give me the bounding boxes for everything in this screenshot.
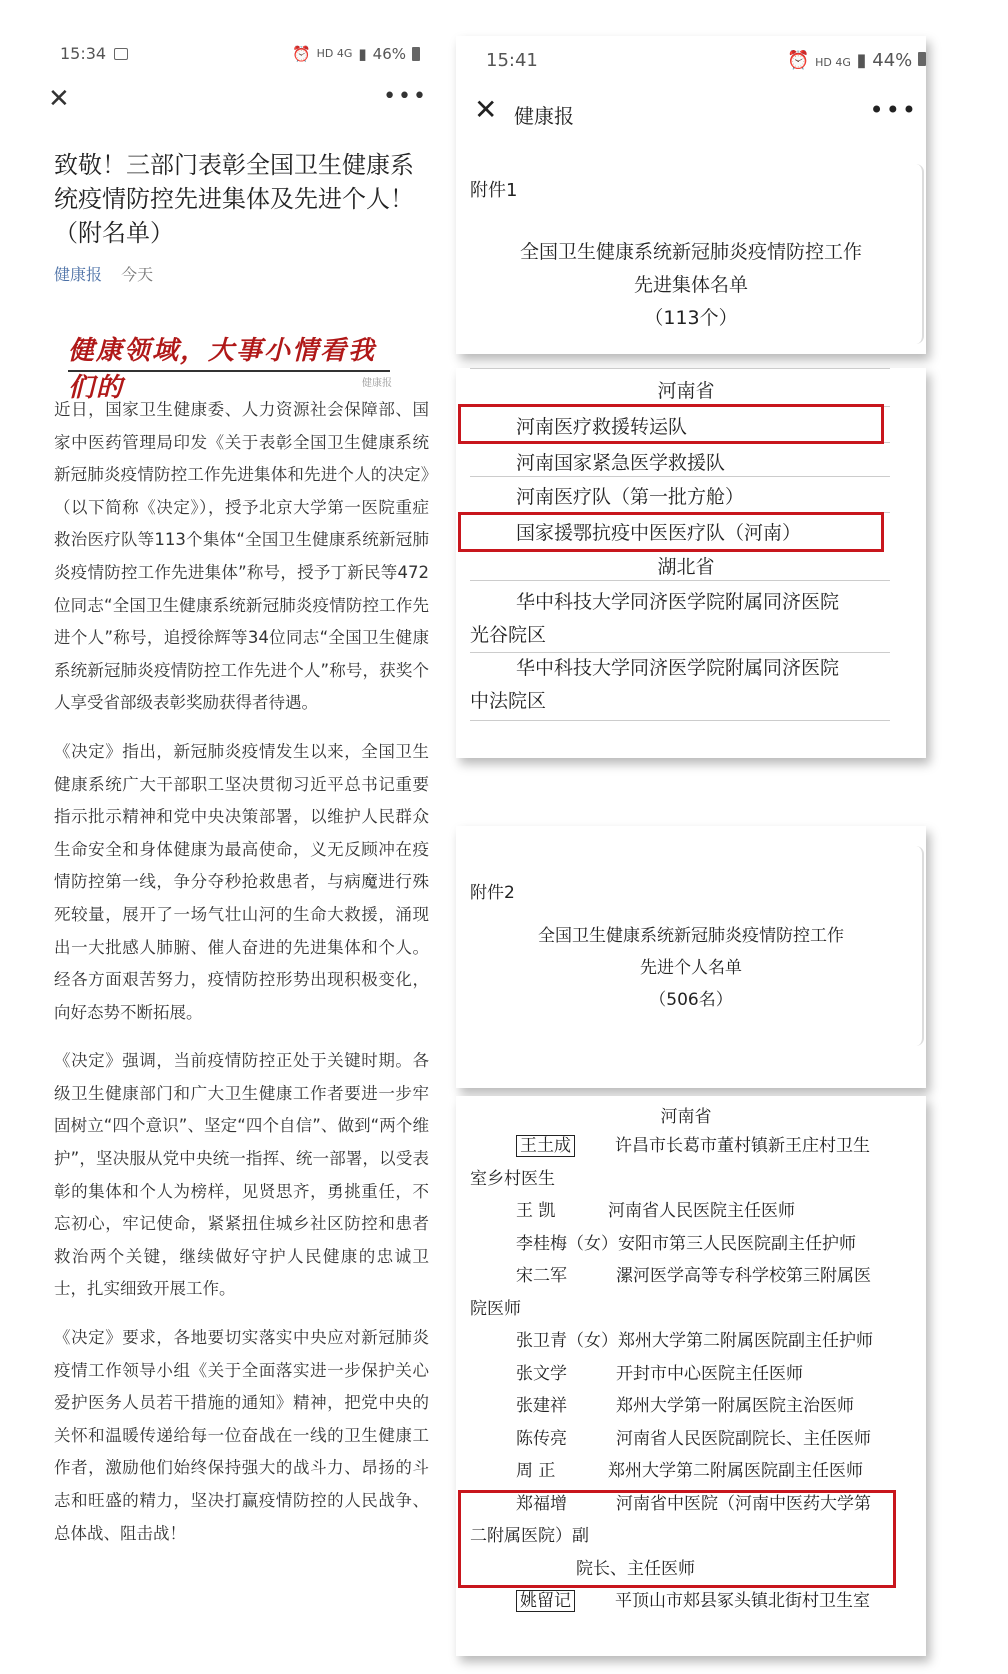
banner-watermark: 健康报 xyxy=(362,378,392,389)
person-name: 宋二军 xyxy=(516,1266,567,1286)
attachment1-heading xyxy=(456,236,926,335)
person-row xyxy=(470,1195,916,1228)
battery-text: 46% xyxy=(372,44,406,63)
battery-icon xyxy=(918,52,926,66)
more-options-icon[interactable]: ••• xyxy=(869,96,918,124)
more-options-icon[interactable]: ••• xyxy=(383,84,428,109)
person-desc: 郑州大学第一附属医院主治医师 xyxy=(616,1396,854,1416)
person-desc: 平顶山市郏县冢头镇北街村卫生室 xyxy=(615,1591,870,1611)
attachment2-count: （506名） xyxy=(649,990,733,1010)
person-desc: 郑州大学第二附属医院副主任护师 xyxy=(618,1331,873,1351)
person-desc: 河南省人民医院副院长、主任医师 xyxy=(616,1428,871,1449)
collective-row: 河南国家紧急医学救援队 xyxy=(516,452,726,474)
row-divider xyxy=(470,580,890,581)
province-henan: 河南省 xyxy=(660,1107,712,1127)
person-desc: 漯河医学高等专科学校第三附属医 xyxy=(616,1266,871,1286)
person-row xyxy=(470,1260,916,1293)
collective-row: 国家援鄂抗疫中医医疗队（河南） xyxy=(516,522,802,544)
right-top-bar xyxy=(466,93,926,136)
row-divider xyxy=(470,476,890,477)
province-hubei: 湖北省 xyxy=(657,556,715,578)
scroll-edge xyxy=(912,846,924,1046)
collective-row: 河南医疗救援转运队 xyxy=(516,416,688,438)
person-row-cont: 院医师 xyxy=(470,1298,521,1319)
person-row xyxy=(470,1130,916,1163)
network-text: HD 4G xyxy=(316,47,353,60)
person-row-cont: 院长、主任医师 xyxy=(576,1558,695,1579)
collective-list-card xyxy=(456,368,926,758)
person-name: 郑福增 xyxy=(516,1493,567,1514)
person-desc: 许昌市长葛市董村镇新王庄村卫生 xyxy=(615,1136,870,1156)
attachment1-heading-line1: 全国卫生健康系统新冠肺炎疫情防控工作 xyxy=(519,241,862,263)
person-desc: 开封市中心医院主任医师 xyxy=(616,1363,803,1384)
attachment2-label: 附件2 xyxy=(470,883,515,903)
attachment1-count: （113个） xyxy=(644,307,738,329)
collective-row xyxy=(470,586,890,652)
highlight-box xyxy=(458,404,884,444)
attachment2-heading-line1: 全国卫生健康系统新冠肺炎疫情防控工作 xyxy=(538,926,844,946)
person-desc: 河南省中医院（河南中医药大学第 xyxy=(616,1493,871,1514)
person-name: 陈传亮 xyxy=(516,1428,567,1449)
person-row xyxy=(470,1228,916,1261)
person-row-cont: 二附属医院）副 xyxy=(470,1526,589,1546)
person-name: 王 凯 xyxy=(516,1201,556,1221)
article-paragraph: 近日，国家卫生健康委、人力资源社会保障部、国家中医药管理局印发《关于表彰全国卫生健康系统新冠肺炎疫情防控工作先进集体和先进个人的决定》（以下简称《决定》），授予北京大学第一医院重症救治医疗队等113个集体“全国卫生健康系统新冠肺炎疫情防控工作先进集体”称号，授予丁新民等472位同志“全国卫生健康系统新冠肺炎疫情防控工作先进个人”称号，追授徐辉等34位同志“全国卫生健康系统新冠肺炎疫情防控工作先进个人”称号，获奖个人享受省部级表彰奖励获得者待遇。 xyxy=(54,400,429,713)
person-name: 张建祥 xyxy=(516,1396,567,1416)
banner-underline xyxy=(68,370,390,372)
article-paragraph: 《决定》要求，各地要切实落实中央应对新冠肺炎疫情工作领导小组《关于全面落实进一步保护关心爱护医务人员若干措施的通知》精神，把党中央的关怀和温暖传递给每一位奋战在一线的卫生健康工作者，激励他们始终保持强大的战斗力、昂扬的斗志和旺盛的精力，坚决打赢疫情防控的人民战争、总体战、阻击战！ xyxy=(54,1328,429,1543)
person-name: 周 正 xyxy=(516,1461,556,1481)
attachment2-heading-line2: 先进个人名单 xyxy=(640,958,742,978)
article-paragraph: 《决定》指出，新冠肺炎疫情发生以来，全国卫生健康系统广大干部职工坚决贯彻习近平总书记重要指示批示精神和党中央决策部署，以维护人民群众生命安全和身体健康为最高使命，义无反顾冲在疫情防控第一线，争分夺秒抢救患者，与病魔进行殊死较量，展开了一场气壮山河的生命大救援，涌现出一大批感人肺腑、催人奋进的先进集体和个人。经各方面艰苦努力，疫情防控形势出现积极变化，向好态势不断拓展。 xyxy=(54,741,429,1022)
person-row-cont: 室乡村医生 xyxy=(470,1168,555,1189)
alarm-icon: ⏰ xyxy=(291,44,311,63)
article-body xyxy=(54,394,429,1566)
individuals-list-card xyxy=(456,1096,926,1656)
person-row xyxy=(470,1325,916,1358)
article-paragraph: 《决定》强调，当前疫情防控正处于关键时期。各级卫生健康部门和广大卫生健康工作者要进一步牢固树立“四个意识”、坚定“四个自信”、做到“两个维护”，坚决服从党中央统一指挥、统一部署，以受表彰的集体和个人为榜样，见贤思齐，勇挑重任，不忘初心，牢记使命，紧紧扭住城乡社区防控和患者救治两个关键，继续做好守护人民健康的忠诚卫士，扎实细致开展工作。 xyxy=(54,1051,429,1299)
battery-text: 44% xyxy=(872,50,913,71)
account-title: 健康报 xyxy=(514,104,574,128)
close-icon[interactable]: ✕ xyxy=(474,93,498,126)
collective-row-line1: 华中科技大学同济医学院附属同济医院 xyxy=(516,591,840,613)
province-henan: 河南省 xyxy=(657,380,715,402)
attachment1-card xyxy=(456,36,926,354)
right-status-bar xyxy=(486,50,926,71)
left-status-bar xyxy=(60,44,420,63)
source-link[interactable]: 健康报 xyxy=(54,265,103,284)
slogan-banner xyxy=(68,330,398,403)
person-desc: 河南省人民医院主任医师 xyxy=(608,1201,795,1221)
article-meta xyxy=(54,262,153,285)
signal-icon: ▮ xyxy=(856,50,867,71)
attachment2-card xyxy=(456,826,926,1088)
scroll-edge xyxy=(912,164,924,344)
banner-slogan: 健康领域，大事小情看我们的 xyxy=(68,336,377,403)
left-top-bar xyxy=(36,80,436,120)
network-text: HD 4G xyxy=(815,56,851,69)
close-icon[interactable]: ✕ xyxy=(48,84,70,114)
row-divider xyxy=(470,720,890,721)
publish-date: 今天 xyxy=(121,265,154,284)
person-name: 王土成 xyxy=(516,1135,575,1157)
image-icon xyxy=(114,48,128,60)
row-divider xyxy=(470,368,890,369)
status-time: 15:34 xyxy=(60,44,107,63)
collective-row: 河南医疗队（第一批方舱） xyxy=(516,486,745,508)
attachment1-label: 附件1 xyxy=(470,180,518,201)
person-row xyxy=(470,1585,916,1618)
left-article-screen xyxy=(36,30,436,1660)
signal-icon: ▮ xyxy=(358,44,367,63)
highlight-box xyxy=(458,1490,896,1588)
person-row xyxy=(470,1390,916,1423)
highlight-box xyxy=(458,512,884,552)
person-row xyxy=(470,1358,916,1391)
collective-row-line2: 光谷院区 xyxy=(470,624,547,646)
person-row xyxy=(470,1423,916,1456)
person-desc: 安阳市第三人民医院副主任护师 xyxy=(618,1233,856,1254)
person-desc: 郑州大学第二附属医院副主任医师 xyxy=(608,1461,863,1481)
person-name: 张文学 xyxy=(516,1363,567,1384)
collective-row-line2: 中法院区 xyxy=(470,690,547,712)
right-list-screen xyxy=(456,36,952,1666)
status-time: 15:41 xyxy=(486,50,538,71)
collective-row-line1: 华中科技大学同济医学院附属同济医院 xyxy=(516,657,840,679)
person-name: 姚留记 xyxy=(516,1590,575,1612)
status-right-group xyxy=(787,50,926,71)
battery-icon xyxy=(412,47,420,61)
article-title: 致敬！三部门表彰全国卫生健康系统疫情防控先进集体及先进个人！（附名单） xyxy=(54,151,414,247)
person-name: 李桂梅（女） xyxy=(516,1233,618,1254)
collective-row xyxy=(470,652,890,718)
person-row xyxy=(470,1455,916,1488)
alarm-icon: ⏰ xyxy=(786,50,810,71)
person-name: 张卫青（女） xyxy=(516,1331,618,1351)
attachment2-heading xyxy=(456,920,926,1016)
attachment1-heading-line2: 先进集体名单 xyxy=(633,274,748,296)
